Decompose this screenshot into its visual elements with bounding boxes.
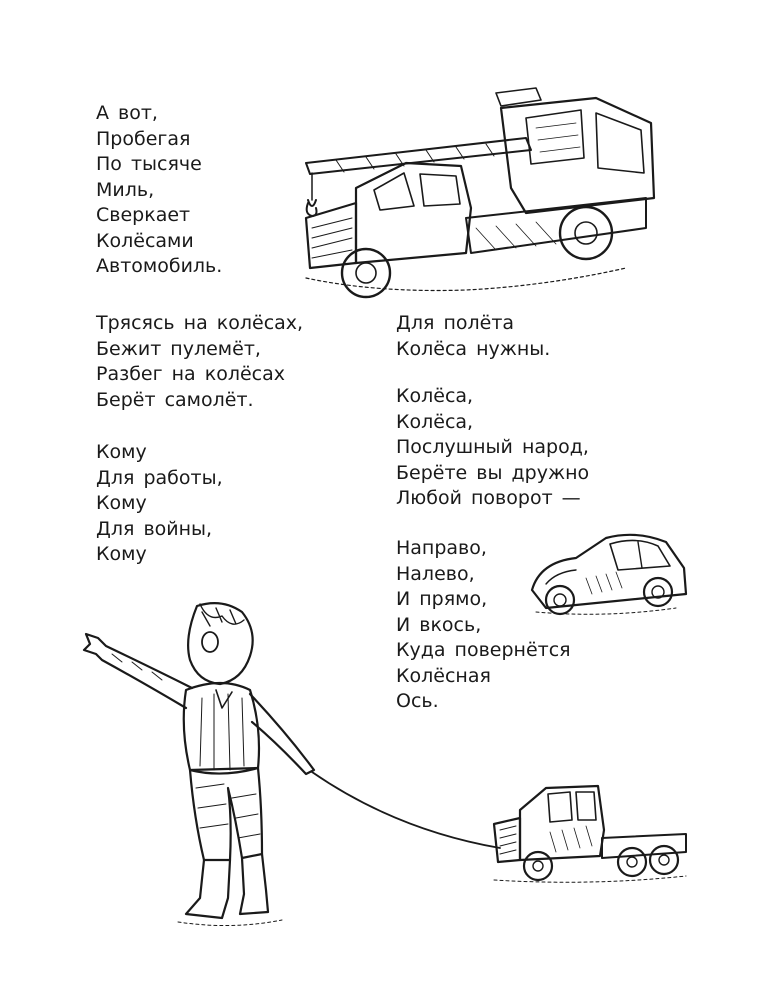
poem-line: Налево, [396, 562, 475, 585]
pull-string [306, 760, 506, 860]
poem-line: И прямо, [396, 588, 488, 610]
vintage-car-icon [526, 528, 690, 620]
poem-line: И вкось, [396, 613, 482, 636]
poem-line: Кому [96, 441, 147, 463]
stanza-3 [96, 440, 223, 568]
vintage-car-illustration [526, 528, 690, 620]
poem-line: Колёса, [396, 385, 474, 407]
poem-line: Колёсами [96, 229, 194, 252]
poem-line: Колёса, [396, 410, 474, 433]
poem-line: Берёте вы дружно [396, 461, 590, 484]
poem-line: Кому [96, 543, 147, 565]
poem-line: Разбег на колёсах [96, 363, 286, 385]
poem-line: Колёса нужны. [396, 337, 551, 360]
poem-line: Для войны, [96, 517, 213, 540]
poem-line: Трясясь на колёсах, [96, 312, 304, 334]
boy-illustration [82, 598, 326, 930]
poem-line: Кому [96, 492, 147, 514]
poem-line: По тысяче [96, 153, 202, 175]
poem-line: Для полёта [396, 312, 515, 334]
poem-line: Миль, [96, 178, 155, 201]
poem-line: Берёт самолёт. [96, 388, 254, 411]
poem-line: Бежит пулемёт, [96, 337, 261, 360]
poem-line: Сверкает [96, 204, 191, 226]
poem-line: Автомобиль. [96, 255, 223, 277]
poem-line: Ось. [396, 690, 439, 712]
poem-line: Пробегая [96, 127, 191, 150]
poem-line: Направо, [396, 537, 487, 559]
boy-pulling-toy-icon [82, 598, 326, 930]
crane-truck-icon [296, 78, 662, 310]
toy-truck-icon [490, 782, 690, 886]
poem-line: Послушный народ, [396, 436, 589, 458]
poem-line: Колёсная [396, 664, 491, 687]
crane-truck-illustration [296, 78, 662, 310]
stanza-2 [96, 311, 303, 413]
stanza-1 [96, 101, 222, 280]
poem-line: А вот, [96, 102, 158, 124]
poem-line: Куда повернётся [396, 639, 571, 661]
stanza-4 [396, 311, 550, 362]
string-line-icon [306, 760, 506, 860]
poem-line: Любой поворот — [396, 487, 581, 509]
toy-truck-illustration [490, 782, 690, 886]
poem-line: Для работы, [96, 466, 223, 489]
stanza-5 [396, 384, 589, 512]
